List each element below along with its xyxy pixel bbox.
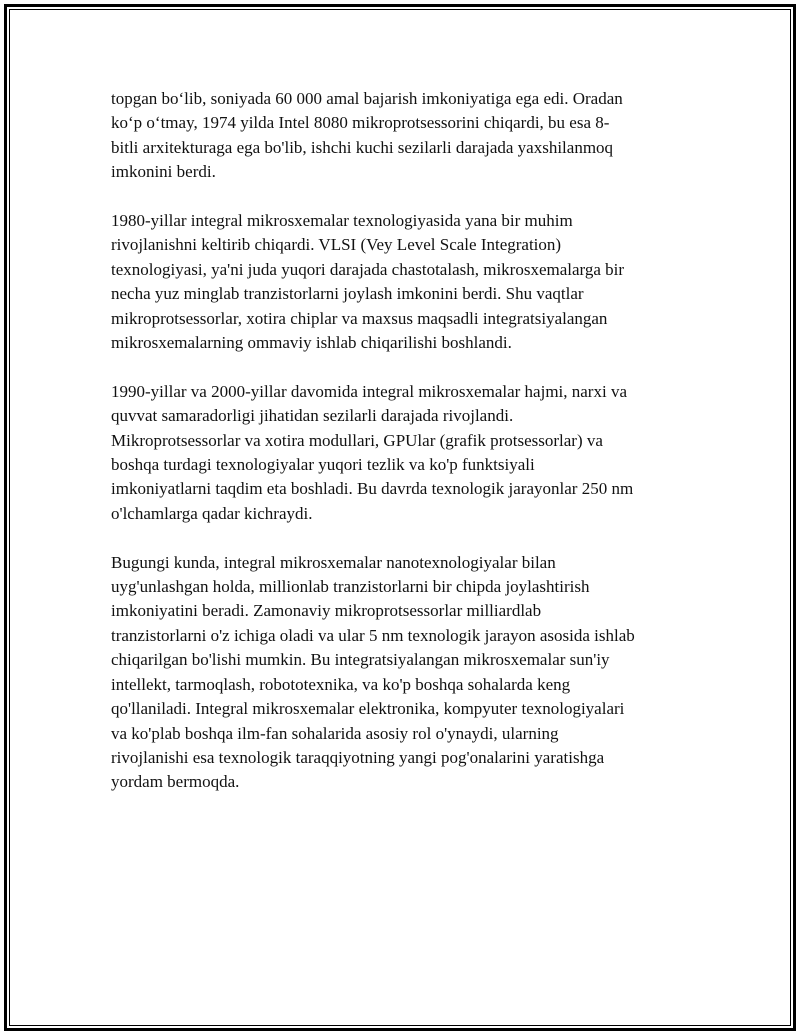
text-line: imkoniyatini beradi. Zamonaviy mikroprotsessorlar milliardlab: [111, 601, 542, 621]
text-line: mikrosxemalarning ommaviy ishlab chiqarilishi boshlandi.: [111, 333, 512, 353]
text-line: yordam bermoqda.: [111, 772, 240, 792]
text-line: bitli arxitekturaga ega bo'lib, ishchi kuchi sezilarli darajada yaxshilanmoq: [111, 137, 614, 157]
document-body: [111, 87, 671, 819]
paragraph-3: [111, 380, 671, 526]
text-line: mikroprotsessorlar, xotira chiplar va maxsus maqsadli integratsiyalangan: [111, 308, 608, 328]
text-line: rivojlanishi esa texnologik taraqqiyotning yangi pog'onalarini yaratishga: [111, 747, 605, 767]
text-line: imkoniyatlarni taqdim eta boshladi. Bu davrda texnologik jarayonlar 250 nm: [111, 479, 634, 499]
text-line: va ko'plab boshqa ilm-fan sohalarida asosiy rol o'ynaydi, ularning: [111, 723, 559, 743]
text-line: texnologiyasi, ya'ni juda yuqori darajada chastotalash, mikrosxemalarga bir: [111, 259, 625, 279]
text-line: chiqarilgan bo'lishi mumkin. Bu integratsiyalangan mikrosxemalar sun'iy: [111, 650, 610, 670]
text-line: intellekt, tarmoqlash, robototexnika, va ko'p boshqa sohalarda keng: [111, 674, 571, 694]
paragraph-4: [111, 551, 671, 795]
text-line: topgan bo‘lib, soniyada 60 000 amal bajarish imkoniyatiga ega edi. Oradan: [111, 89, 623, 108]
text-line: tranzistorlarni o'z ichiga oladi va ular 5 nm texnologik jarayon asosida ishlab: [111, 625, 635, 645]
text-line: 1980-yillar integral mikrosxemalar texnologiyasida yana bir muhim: [111, 211, 573, 231]
text-line: Mikroprotsessorlar va xotira modullari, GPUlar (grafik protsessorlar) va: [111, 430, 603, 450]
text-line: rivojlanishni keltirib chiqardi. VLSI (Vey Level Scale Integration): [111, 235, 562, 255]
text-line: quvvat samaradorligi jihatidan sezilarli darajada rivojlandi.: [111, 406, 514, 426]
text-line: uyg'unlashgan holda, millionlab tranzistorlarni bir chipda joylashtirish: [111, 577, 590, 597]
text-line: Bugungi kunda, integral mikrosxemalar nanotexnologiyalar bilan: [111, 552, 556, 572]
text-line: boshqa turdagi texnologiyalar yuqori tezlik va ko'p funktsiyali: [111, 455, 535, 475]
paragraph-1: [111, 87, 671, 185]
text-line: o'lchamlarga qadar kichraydi.: [111, 503, 313, 523]
text-line: imkonini berdi.: [111, 162, 216, 182]
text-line: ko‘p o‘tmay, 1974 yilda Intel 8080 mikroprotsessorini chiqardi, bu esa 8-: [111, 113, 610, 133]
text-line: qo'llaniladi. Integral mikrosxemalar elektronika, kompyuter texnologiyalari: [111, 699, 625, 719]
text-line: 1990-yillar va 2000-yillar davomida integral mikrosxemalar hajmi, narxi va: [111, 381, 627, 401]
text-line: necha yuz minglab tranzistorlarni joylash imkonini berdi. Shu vaqtlar: [111, 284, 584, 304]
paragraph-2: [111, 209, 671, 355]
